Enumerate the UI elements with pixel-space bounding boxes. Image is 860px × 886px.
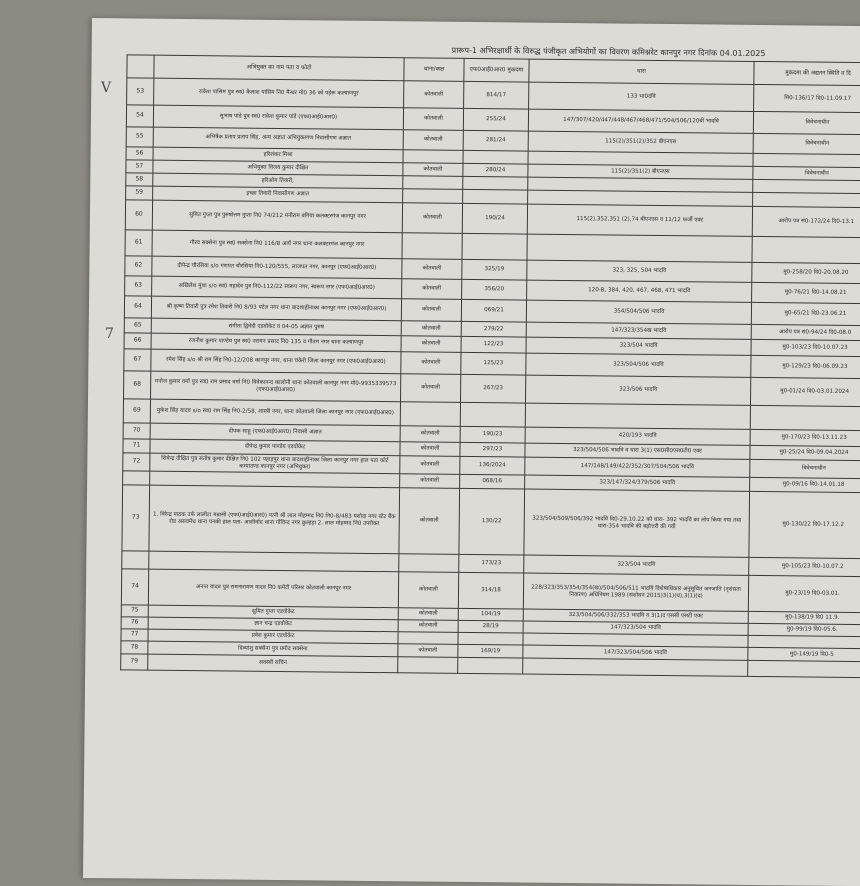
cell-section: 323/504 भादवि	[524, 555, 749, 575]
cell-ps: कोतवाली	[401, 352, 461, 375]
cell-name: अभिषेक प्रताप प्रताप सिंह, अन्य अज्ञात अभियुक्तगण निवासीगण अज्ञात	[153, 127, 403, 150]
cell-section: 323/504/506/332/353 भादवि व 3(1)द एससी एसटी एक्ट	[523, 609, 748, 623]
margin-mark: 7	[105, 326, 114, 342]
cell-name: ज्ञान चन्द्र एडवोकेट	[148, 617, 398, 632]
cell-name: हरिओम तिवारी,	[153, 173, 403, 189]
cell-section: 147/323/504/506 भादवि	[523, 645, 748, 660]
cell-sn: 58	[126, 173, 153, 186]
cell-section	[523, 658, 748, 676]
cell-sn: 77	[121, 629, 148, 641]
cell-name: अनन्त यादव पुत्र रामनारायण यादव नि0 कमेटी परिसर कोतवाली कानपुर नगर	[148, 569, 398, 608]
cell-name: प्रवेश कुमार एडवोकेट	[148, 629, 398, 644]
cell-sn: 70	[123, 423, 150, 439]
cell-ps: कोतवाली	[400, 474, 460, 489]
cell-sn: 54	[126, 105, 153, 127]
cell-fir: 314/18	[458, 572, 523, 609]
cell-status: मि0-136/17 दि0-11.09.17	[754, 84, 860, 112]
cell-name: अखिलेश मुंशा s/o स्व0 महादेव पुत्र नि0-112/22 स्वरूप नगर, स्वरूप नगर (एफ0आई0आर0)	[152, 276, 402, 299]
cell-ps: कोतवाली	[401, 299, 461, 322]
cell-ps: कोतवाली	[402, 259, 462, 280]
cell-sn: 60	[125, 200, 152, 230]
cell-section: 147/323/504 भादवि	[523, 621, 748, 635]
cell-ps: कोतवाली	[400, 426, 460, 443]
cell-status: मु0-01/24 दि0-03.01.2024	[750, 377, 860, 406]
cell-sn: 59	[126, 186, 153, 200]
cell-status: मु0-09/16 दि0-14.01.18	[750, 477, 860, 492]
cell-fir: 267/23	[460, 374, 525, 403]
cell-name: शिवेन्द्र दीक्षित पुत्र संतोष कुमार दीक्षित नि0 102 पहाड़पुर थाना बादशाहीनाका जिला कानपुर नगर हाल पता कोर्ट कम्पाउण्ड कानपुर नगर (अभियुक्त)	[150, 453, 400, 474]
cell-ps: कोतवाली	[403, 130, 463, 151]
cell-name: दिव्यांशु सक्सेना पुत्र प्रमोद सक्सेना	[148, 641, 398, 657]
cell-ps: कोतवाली	[401, 321, 461, 337]
cell-ps	[403, 176, 463, 190]
cell-sn: 74	[121, 569, 148, 605]
cell-name: गौरव सक्सेना पुत्र स्व0 सक्सेना नि0 116/8 आर्य नगर थाना कलक्टरगंज कानपुर नगर	[152, 230, 402, 259]
cell-sn: 56	[126, 147, 153, 160]
cell-sn	[123, 471, 150, 485]
cell-sn: 66	[124, 333, 151, 349]
cell-ps: कोतवाली	[404, 81, 464, 109]
cell-section: 133 भा0दंवि	[529, 82, 754, 111]
cell-section: 115(2),352,351 (2),74 बीएनएस व 11/12 फर्जी एक्ट	[527, 204, 752, 236]
cell-name: सुमित गुप्ता एडवोकेट	[148, 605, 398, 620]
col-fir: एफ0आई0आर0 मुकदमा	[464, 58, 529, 82]
cell-ps	[398, 657, 458, 674]
cell-fir: 28/19	[458, 620, 523, 633]
cell-fir	[462, 233, 527, 260]
cell-status: मु0-129/23 दि0-06.09.23	[751, 355, 860, 378]
cell-name: संगीता द्विवेदी एडवोकेट व 04-05 अज्ञात पुरुष	[151, 318, 401, 336]
cell-sn: 64	[124, 296, 151, 318]
cell-section: 115(2)/351(2) बीएनएस	[528, 164, 753, 179]
cell-sn: 69	[123, 399, 150, 423]
cell-section: 147/307/420/447/448/467/468/471/504/506/120बी भादवि	[528, 109, 753, 133]
cell-sn: 71	[123, 439, 150, 453]
cell-section: 354/504/506 भादवि	[526, 300, 751, 324]
cell-ps: कोतवाली	[402, 279, 462, 300]
cell-sn: 65	[124, 318, 151, 333]
cell-ps: कोतवाली	[398, 572, 458, 609]
cell-fir	[463, 189, 528, 204]
cell-sn: 55	[126, 127, 153, 147]
cell-ps: कोतवाली	[398, 644, 458, 658]
cell-ps: कोतवाली	[399, 488, 460, 555]
cell-fir	[463, 150, 528, 164]
cell-ps	[402, 233, 462, 260]
cell-fir: 136/2024	[460, 456, 525, 475]
margin-mark: V	[101, 80, 112, 96]
cell-status: मु0-23/19 दि0-03.01.	[748, 575, 860, 612]
cell-sn: 79	[121, 654, 148, 670]
col-section: धारा	[529, 59, 754, 84]
cell-sn	[122, 551, 149, 569]
cell-fir: 279/22	[461, 321, 526, 337]
cell-name: दीपक साहू (एफ0आई0आर0) निवासी अज्ञात	[150, 423, 400, 442]
cell-sn: 73	[122, 485, 150, 551]
cell-name: रजनीश कुमार पाण्डेय पुत्र स्व0 नरायन प्रसाद नि0 135 व गौतम नगर थाना कल्याणपुर	[151, 333, 401, 352]
cell-fir: 280/24	[463, 163, 528, 177]
cell-name: मुकेश सिंह यादव s/o स्व0 राम सिंह नि0-2/58, शास्त्री नगर, थाना कोतवाली जिला कानपुर नगर (एफ0आई0आर0)	[150, 399, 400, 426]
cell-ps: कोतवाली	[403, 108, 463, 131]
cell-fir: 190/23	[460, 426, 525, 443]
cell-sn: 62	[125, 256, 152, 276]
cell-status: विवेचनाधीन	[753, 166, 860, 180]
cell-sn: 72	[123, 453, 150, 471]
cell-name: हरिशंकर मिश्रा	[153, 147, 403, 163]
cell-status: मु0-138/19 दि0 11.9.	[748, 611, 860, 624]
table-row	[122, 485, 860, 559]
cell-section: 323, 325, 504 भादवि	[527, 260, 752, 282]
cell-sn: 78	[121, 641, 148, 654]
col-serial	[127, 55, 154, 78]
col-status: मुकदमा की अद्यतन स्थिति व दि	[754, 61, 860, 85]
cell-fir	[458, 632, 523, 645]
cell-status	[752, 236, 860, 263]
cell-section: 323/147/324/379/506 भादवि	[525, 475, 750, 491]
cell-fir: 356/20	[462, 279, 527, 300]
cell-sn: 57	[126, 160, 153, 173]
document-page	[83, 18, 860, 886]
cell-section: 228/323/353/354/354(ख)/504/506/511 भादवि विशेषाधिकार अनुसूचित जनजाति (नृशंसता निवारण) अधिनियम 1989 (संशोधन 2015)3(1)(ध),3(1)(द)	[523, 573, 748, 611]
cell-section: 323/504/506 भादवि व धारा 3(1) एस0सी0एस0टी0 एक्ट	[525, 443, 750, 459]
cell-fir: 125/23	[461, 352, 526, 375]
cell-ps: कोतवाली	[403, 163, 463, 177]
cell-status: मु0-76/21 दि0-14.08.21	[752, 282, 860, 303]
cell-section: 323/504/509/506/392 भादवि दि0-29.10.22 को धारा- 392 भादवि का लोप किया गया तथा धारा-354 भादवि की बढ़ोत्तरी की गयी	[524, 489, 750, 557]
cell-section: 115(2)/351(2)/352 बीएनएस	[528, 131, 753, 153]
cell-status: मु0-105/23 दि0-10.07.2	[749, 557, 860, 576]
cell-status	[750, 405, 860, 430]
cell-sn: 63	[125, 276, 152, 296]
cell-status: विवेचनाधीन	[753, 133, 860, 154]
cell-section: 147/148/149/422/352/307/504/506 भादवि	[525, 457, 750, 477]
cell-fir: 104/19	[458, 608, 523, 621]
cell-name: अभियुक्त विजय कुमार दीक्षित	[153, 160, 403, 176]
cell-status: विवेचनाधीन	[750, 459, 860, 478]
cell-status: मु0-65/21 दि0-23.06.21	[751, 302, 860, 325]
cell-ps: कोतवाली	[400, 456, 460, 475]
cell-status: मु0-258/20 दि0-20.08.20	[752, 262, 860, 283]
cell-section	[525, 403, 750, 429]
cell-name: रमेश सिंह s/o श्री राम सिंह नि0-12/208 कानपुर नगर, थाना चकेरी जिला कानपुर नगर (एफ0आई0आर0)	[151, 349, 401, 374]
cell-sn: 68	[124, 371, 151, 399]
cell-name: सुभाष पांडे पुत्र स्व0 राकेश कुमार पांडे (एफ0आई0आर0)	[153, 105, 403, 130]
cell-ps	[403, 150, 463, 164]
cell-fir	[463, 176, 528, 190]
cell-status: मु0-130/22 दि0-17.12.2	[749, 491, 860, 558]
cell-section: 147/323/354ख भादवि	[526, 322, 751, 339]
cell-ps: कोतवाली	[400, 442, 460, 457]
cell-fir: 130/22	[459, 488, 525, 555]
cell-fir: 255/24	[463, 108, 528, 131]
cell-section: 420/193 भादवि	[525, 427, 750, 445]
cell-section: 120-B, 384, 420, 467, 468, 471 भादवि	[527, 280, 752, 302]
cell-section: 323/504 भादवि	[526, 337, 751, 355]
cell-fir	[460, 402, 525, 427]
cell-section	[527, 234, 752, 262]
cell-ps: कोतवाली	[400, 374, 460, 403]
col-accused: अभियुक्त का नाम पता व फोटो	[154, 55, 404, 81]
cell-fir: 068/16	[460, 474, 525, 489]
cell-status: मु0-25/24 दि0-09.04.2024	[750, 445, 860, 460]
records-table	[120, 54, 860, 678]
cell-status: मु0-103/23 दि0-10.07.23	[751, 339, 860, 356]
cell-status: आरोप पत्र सं0-172/24 दि0-13.1	[752, 206, 860, 237]
cell-fir: 190/24	[462, 203, 527, 234]
cell-fir: 325/19	[462, 259, 527, 280]
cell-section: 323/506 भादवि	[525, 375, 750, 405]
cell-status: मु0-170/23 दि0-13.11.23	[750, 429, 860, 446]
cell-fir: 173/23	[459, 554, 524, 573]
cell-ps: कोतवाली	[402, 203, 462, 234]
cell-fir: 281/24	[463, 130, 528, 151]
cell-name: राकेश पासिम पुत्र स्व0 कैलाश पासिम नि0 मैन्धर मो0 36 को पड़ेरू कल्याणपुर	[154, 78, 404, 108]
cell-status	[748, 660, 860, 677]
cell-fir: 122/23	[461, 336, 526, 353]
cell-name: सुमित गुप्ता पुत्र पुरुषोत्तम गुप्ता नि0 74/212 मनीराम बगिया कलक्टरगंज कानपुर नगर	[152, 200, 402, 233]
cell-sn: 67	[124, 349, 151, 371]
col-police-station: थाना/कक्ष	[404, 58, 464, 82]
cell-fir: 297/23	[460, 442, 525, 457]
cell-name: अवस्थी सचिन	[148, 654, 398, 673]
cell-ps	[403, 189, 463, 204]
cell-ps: कोतवाली	[398, 608, 458, 621]
cell-ps	[400, 402, 460, 427]
cell-status: मु0-99/19 दि0-05.6.	[748, 623, 860, 636]
cell-status	[753, 192, 860, 207]
cell-section: 323/504/506 भादवि	[526, 353, 751, 377]
cell-name: इच्छा तिवारी निवासीगण अज्ञात	[153, 186, 403, 203]
cell-fir: 169/19	[458, 644, 523, 658]
document-header: प्रारूप-1 अभिरक्षार्थी के विरुद्ध पंजीकृत अभियोगों का विवरण कमिश्नरेट कानपुर नगर दिनांक 04.01.2025	[451, 45, 766, 59]
cell-fir: 814/17	[464, 81, 529, 109]
cell-fir: 069/21	[461, 299, 526, 322]
cell-fir	[458, 657, 523, 674]
cell-status: आरोप पत्र सं0-94/24 दि0-08.0	[751, 324, 860, 340]
cell-name: दीपेन्द्र कुमार पाण्डेय एडवोकेट	[150, 439, 400, 456]
cell-ps	[399, 554, 459, 573]
cell-name: श्री कृष्ण तिवारी पुत्र रमेश तिवारी नि0 8/93 पटेल नगर थाना बादशाहीनाका कानपुर नगर (एफ0आई0आर0)	[151, 296, 401, 321]
cell-sn: 61	[125, 230, 152, 256]
cell-name: मनोज कुमार वर्मा पुत्र स्व0 राम प्रसाद वर्मा नि0 विवेकानन्द कालोनी थाना कोतवाली कानपुर नगर मो0-9935339573 (एफ0आई0आर0)	[151, 371, 401, 402]
cell-sn: 75	[121, 605, 148, 617]
cell-sn: 76	[121, 617, 148, 629]
cell-name: दीपेन्द्र चौरसिया s/o गणपत चौरसिया नि0-120/555, लाजपत नगर, कानपुर (एफ0आई0आर0)	[152, 256, 402, 279]
cell-name: 1. विरेन्द्र पाठक उर्फ लालीटा मन्नासी (एफ0आई0आर0) पत्नी श्री लाल मोहम्मद नि0 नि0-8/483 यशोदा नगर स्टेट बैंक रोड असवमेध थाना पनकी हाल पता- आशीर्वाद थाना गोविन्द नगर कुल्हड़ा 2. लाल मोहम्मद नि0 उपरोक्त	[149, 485, 400, 554]
cell-ps: कोतवाली	[401, 336, 461, 353]
cell-status: मु0-149/19 दि0-5	[748, 647, 860, 661]
cell-ps: कोतवाली	[398, 620, 458, 633]
cell-sn: 53	[127, 78, 154, 105]
cell-status: विवेचनाधीन	[753, 111, 860, 134]
cell-ps	[398, 632, 458, 645]
